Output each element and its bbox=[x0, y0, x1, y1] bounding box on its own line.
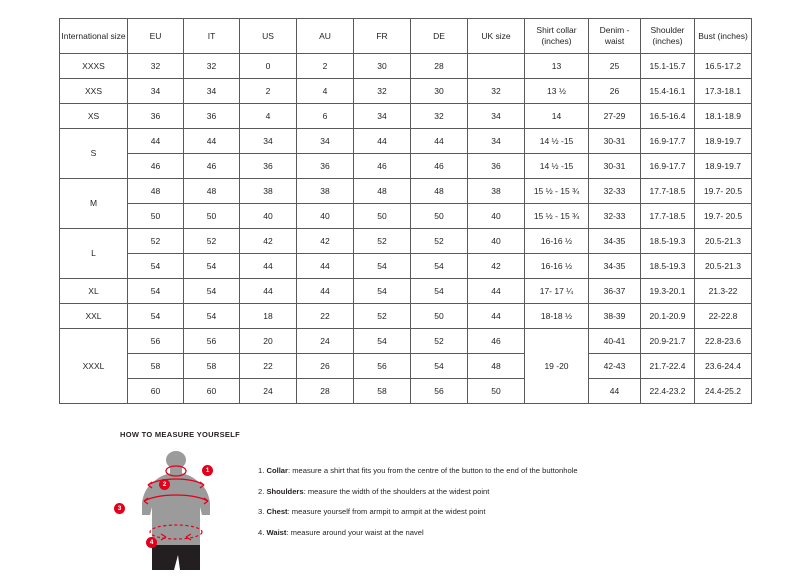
cell-value: 38 bbox=[240, 179, 297, 204]
cell-value: 18.1-18.9 bbox=[695, 104, 752, 129]
marker-1: 1 bbox=[202, 465, 213, 476]
cell-value: 44 bbox=[354, 129, 411, 154]
marker-2: 2 bbox=[159, 479, 170, 490]
cell-value: 42 bbox=[240, 229, 297, 254]
cell-value: 44 bbox=[240, 254, 297, 279]
cell-value: 15 ½ - 15 ¾ bbox=[525, 179, 589, 204]
cell-value: 38-39 bbox=[589, 304, 641, 329]
cell-value: 40 bbox=[297, 204, 354, 229]
cell-value: 38 bbox=[297, 179, 354, 204]
column-header-us: US bbox=[240, 19, 297, 54]
cell-value: 16-16 ½ bbox=[525, 229, 589, 254]
cell-value bbox=[468, 54, 525, 79]
cell-value: 36 bbox=[297, 154, 354, 179]
column-header-shirt-collar: Shirt collar (inches) bbox=[525, 19, 589, 54]
column-header-de: DE bbox=[411, 19, 468, 54]
cell-value: 46 bbox=[468, 329, 525, 354]
cell-international-size: XXXS bbox=[60, 54, 128, 79]
cell-value: 40 bbox=[468, 204, 525, 229]
cell-value: 20.5-21.3 bbox=[695, 254, 752, 279]
cell-value: 40 bbox=[240, 204, 297, 229]
cell-value: 32 bbox=[354, 79, 411, 104]
step-number: 4. bbox=[258, 527, 265, 537]
cell-international-size: XXL bbox=[60, 304, 128, 329]
body-figure bbox=[117, 449, 240, 574]
table-row bbox=[60, 129, 752, 154]
cell-international-size: XS bbox=[60, 104, 128, 129]
cell-value: 46 bbox=[184, 154, 240, 179]
cell-international-size: XXXL bbox=[60, 329, 128, 404]
cell-value: 32 bbox=[411, 104, 468, 129]
cell-value: 54 bbox=[184, 254, 240, 279]
cell-value: 22 bbox=[297, 304, 354, 329]
cell-value: 16-16 ½ bbox=[525, 254, 589, 279]
cell-value: 48 bbox=[128, 179, 184, 204]
column-header-eu: EU bbox=[128, 19, 184, 54]
table-row bbox=[60, 204, 752, 229]
cell-value: 32 bbox=[128, 54, 184, 79]
torso-diagram-icon bbox=[120, 449, 240, 574]
step-number: 1. bbox=[258, 466, 265, 475]
column-header-it: IT bbox=[184, 19, 240, 54]
cell-value: 26 bbox=[297, 354, 354, 379]
cell-value: 50 bbox=[411, 204, 468, 229]
step-text: : measure yourself from armpit to armpit at the widest point bbox=[287, 507, 486, 516]
cell-value: 54 bbox=[411, 279, 468, 304]
cell-value: 24.4-25.2 bbox=[695, 379, 752, 404]
cell-value: 44 bbox=[297, 254, 354, 279]
cell-value: 58 bbox=[184, 354, 240, 379]
table-row bbox=[60, 54, 752, 79]
cell-value: 23.6-24.4 bbox=[695, 354, 752, 379]
cell-value: 20 bbox=[240, 329, 297, 354]
cell-value: 60 bbox=[128, 379, 184, 404]
cell-value: 34 bbox=[468, 129, 525, 154]
cell-value: 2 bbox=[297, 54, 354, 79]
cell-value: 34 bbox=[128, 79, 184, 104]
cell-value: 18.9-19.7 bbox=[695, 129, 752, 154]
cell-value: 42 bbox=[468, 254, 525, 279]
cell-value: 42 bbox=[297, 229, 354, 254]
step-text: : measure a shirt that fits you from the centre of the button to the end of the buttonhole bbox=[288, 466, 578, 475]
cell-international-size: XXS bbox=[60, 79, 128, 104]
cell-value: 50 bbox=[128, 204, 184, 229]
table-row bbox=[60, 79, 752, 104]
cell-value: 34 bbox=[184, 79, 240, 104]
cell-value: 36 bbox=[468, 154, 525, 179]
cell-value: 34 bbox=[240, 129, 297, 154]
cell-value: 54 bbox=[128, 304, 184, 329]
cell-value: 34-35 bbox=[589, 229, 641, 254]
column-header-bust: Bust (inches) bbox=[695, 19, 752, 54]
cell-shirt-collar: 19 -20 bbox=[525, 329, 589, 404]
how-to-measure-section bbox=[117, 430, 740, 574]
cell-value: 2 bbox=[240, 79, 297, 104]
table-row bbox=[60, 179, 752, 204]
cell-value: 44 bbox=[240, 279, 297, 304]
cell-value: 48 bbox=[411, 179, 468, 204]
cell-value: 34-35 bbox=[589, 254, 641, 279]
cell-value: 54 bbox=[411, 354, 468, 379]
cell-value: 40-41 bbox=[589, 329, 641, 354]
cell-value: 50 bbox=[468, 379, 525, 404]
column-header-denim-waist: Denim - waist bbox=[589, 19, 641, 54]
cell-value: 15.1-15.7 bbox=[641, 54, 695, 79]
cell-value: 28 bbox=[297, 379, 354, 404]
cell-value: 4 bbox=[297, 79, 354, 104]
cell-value: 30-31 bbox=[589, 154, 641, 179]
cell-value: 44 bbox=[128, 129, 184, 154]
cell-value: 13 ½ bbox=[525, 79, 589, 104]
cell-value: 52 bbox=[354, 229, 411, 254]
table-header-row bbox=[60, 19, 752, 54]
cell-value: 34 bbox=[297, 129, 354, 154]
column-header-shoulder: Shoulder (inches) bbox=[641, 19, 695, 54]
cell-value: 19.3-20.1 bbox=[641, 279, 695, 304]
cell-value: 18.9-19.7 bbox=[695, 154, 752, 179]
cell-value: 22.8-23.6 bbox=[695, 329, 752, 354]
cell-value: 18.5-19.3 bbox=[641, 254, 695, 279]
size-chart-table bbox=[59, 18, 752, 404]
cell-value: 54 bbox=[411, 254, 468, 279]
cell-value: 36 bbox=[128, 104, 184, 129]
cell-value: 17- 17 ¼ bbox=[525, 279, 589, 304]
table-header bbox=[60, 19, 752, 54]
cell-value: 44 bbox=[411, 129, 468, 154]
cell-value: 54 bbox=[354, 254, 411, 279]
cell-value: 30-31 bbox=[589, 129, 641, 154]
cell-value: 20.1-20.9 bbox=[641, 304, 695, 329]
table-row bbox=[60, 279, 752, 304]
cell-value: 48 bbox=[184, 179, 240, 204]
cell-value: 36 bbox=[240, 154, 297, 179]
cell-value: 46 bbox=[128, 154, 184, 179]
cell-value: 34 bbox=[354, 104, 411, 129]
cell-value: 16.9-17.7 bbox=[641, 129, 695, 154]
table-row bbox=[60, 304, 752, 329]
cell-value: 17.7-18.5 bbox=[641, 179, 695, 204]
how-to-measure-title: HOW TO MEASURE YOURSELF bbox=[120, 430, 240, 439]
step-text: : measure around your waist at the navel bbox=[286, 527, 424, 537]
cell-value: 16.5-16.4 bbox=[641, 104, 695, 129]
cell-value: 46 bbox=[354, 154, 411, 179]
cell-value: 22-22.8 bbox=[695, 304, 752, 329]
cell-value: 36-37 bbox=[589, 279, 641, 304]
cell-value: 4 bbox=[240, 104, 297, 129]
measure-steps-list bbox=[258, 449, 578, 543]
cell-value: 54 bbox=[354, 329, 411, 354]
table-row bbox=[60, 254, 752, 279]
column-header-international-size: International size bbox=[60, 19, 128, 54]
how-to-measure-body bbox=[117, 449, 740, 574]
cell-value: 52 bbox=[128, 229, 184, 254]
cell-international-size: M bbox=[60, 179, 128, 229]
cell-value: 28 bbox=[411, 54, 468, 79]
marker-4: 4 bbox=[146, 537, 157, 548]
cell-international-size: L bbox=[60, 229, 128, 279]
cell-value: 15.4-16.1 bbox=[641, 79, 695, 104]
cell-value: 56 bbox=[128, 329, 184, 354]
cell-value: 52 bbox=[184, 229, 240, 254]
measure-step bbox=[258, 502, 578, 523]
cell-value: 6 bbox=[297, 104, 354, 129]
cell-value: 60 bbox=[184, 379, 240, 404]
cell-value: 26 bbox=[589, 79, 641, 104]
cell-value: 15 ½ - 15 ¾ bbox=[525, 204, 589, 229]
cell-value: 44 bbox=[468, 304, 525, 329]
table-row bbox=[60, 154, 752, 179]
measure-step bbox=[258, 461, 578, 482]
cell-value: 18 bbox=[240, 304, 297, 329]
cell-value: 44 bbox=[468, 279, 525, 304]
cell-value: 46 bbox=[411, 154, 468, 179]
cell-value: 56 bbox=[184, 329, 240, 354]
column-header-au: AU bbox=[297, 19, 354, 54]
cell-value: 24 bbox=[297, 329, 354, 354]
cell-value: 14 bbox=[525, 104, 589, 129]
cell-value: 30 bbox=[354, 54, 411, 79]
cell-value: 52 bbox=[354, 304, 411, 329]
cell-value: 44 bbox=[297, 279, 354, 304]
measure-step bbox=[258, 523, 578, 544]
cell-value: 16.5-17.2 bbox=[695, 54, 752, 79]
cell-value: 40 bbox=[468, 229, 525, 254]
table-row bbox=[60, 229, 752, 254]
cell-value: 18-18 ½ bbox=[525, 304, 589, 329]
cell-value: 34 bbox=[468, 104, 525, 129]
step-text: : measure the width of the shoulders at the widest point bbox=[303, 486, 490, 496]
cell-value: 50 bbox=[184, 204, 240, 229]
cell-value: 36 bbox=[184, 104, 240, 129]
cell-value: 50 bbox=[354, 204, 411, 229]
cell-value: 58 bbox=[354, 379, 411, 404]
cell-value: 22 bbox=[240, 354, 297, 379]
table-body bbox=[60, 54, 752, 404]
cell-value: 32 bbox=[468, 79, 525, 104]
step-label: Shoulders bbox=[266, 486, 304, 496]
step-number: 3. bbox=[258, 507, 265, 516]
cell-value: 24 bbox=[240, 379, 297, 404]
cell-value: 0 bbox=[240, 54, 297, 79]
cell-value: 32 bbox=[184, 54, 240, 79]
cell-value: 25 bbox=[589, 54, 641, 79]
measure-step bbox=[258, 482, 578, 503]
cell-value: 56 bbox=[354, 354, 411, 379]
cell-value: 32-33 bbox=[589, 179, 641, 204]
marker-3: 3 bbox=[114, 503, 125, 514]
cell-value: 14 ½ -15 bbox=[525, 154, 589, 179]
cell-value: 14 ½ -15 bbox=[525, 129, 589, 154]
cell-international-size: S bbox=[60, 129, 128, 179]
cell-value: 27-29 bbox=[589, 104, 641, 129]
cell-value: 20.5-21.3 bbox=[695, 229, 752, 254]
cell-value: 42-43 bbox=[589, 354, 641, 379]
cell-value: 21.3-22 bbox=[695, 279, 752, 304]
step-label: Chest bbox=[266, 507, 288, 516]
cell-value: 54 bbox=[184, 279, 240, 304]
cell-value: 16.9-17.7 bbox=[641, 154, 695, 179]
step-label: Waist bbox=[266, 527, 287, 537]
column-header-uk-size: UK size bbox=[468, 19, 525, 54]
cell-value: 13 bbox=[525, 54, 589, 79]
cell-value: 52 bbox=[411, 329, 468, 354]
cell-value: 52 bbox=[411, 229, 468, 254]
cell-international-size: XL bbox=[60, 279, 128, 304]
cell-value: 50 bbox=[411, 304, 468, 329]
cell-value: 58 bbox=[128, 354, 184, 379]
cell-value: 48 bbox=[468, 354, 525, 379]
cell-value: 17.3-18.1 bbox=[695, 79, 752, 104]
cell-value: 19.7- 20.5 bbox=[695, 179, 752, 204]
column-header-fr: FR bbox=[354, 19, 411, 54]
cell-value: 22.4-23.2 bbox=[641, 379, 695, 404]
cell-value: 38 bbox=[468, 179, 525, 204]
cell-value: 44 bbox=[589, 379, 641, 404]
step-label: Collar bbox=[266, 466, 288, 475]
table-row bbox=[60, 354, 752, 379]
table-row bbox=[60, 329, 752, 354]
cell-value: 17.7-18.5 bbox=[641, 204, 695, 229]
cell-value: 20.9-21.7 bbox=[641, 329, 695, 354]
cell-value: 32-33 bbox=[589, 204, 641, 229]
cell-value: 54 bbox=[184, 304, 240, 329]
cell-value: 18.5-19.3 bbox=[641, 229, 695, 254]
cell-value: 54 bbox=[354, 279, 411, 304]
table-row bbox=[60, 104, 752, 129]
cell-value: 21.7-22.4 bbox=[641, 354, 695, 379]
cell-value: 54 bbox=[128, 254, 184, 279]
cell-value: 19.7- 20.5 bbox=[695, 204, 752, 229]
cell-value: 48 bbox=[354, 179, 411, 204]
cell-value: 56 bbox=[411, 379, 468, 404]
step-number: 2. bbox=[258, 486, 265, 496]
cell-value: 54 bbox=[128, 279, 184, 304]
table-row bbox=[60, 379, 752, 404]
cell-value: 44 bbox=[184, 129, 240, 154]
cell-value: 30 bbox=[411, 79, 468, 104]
